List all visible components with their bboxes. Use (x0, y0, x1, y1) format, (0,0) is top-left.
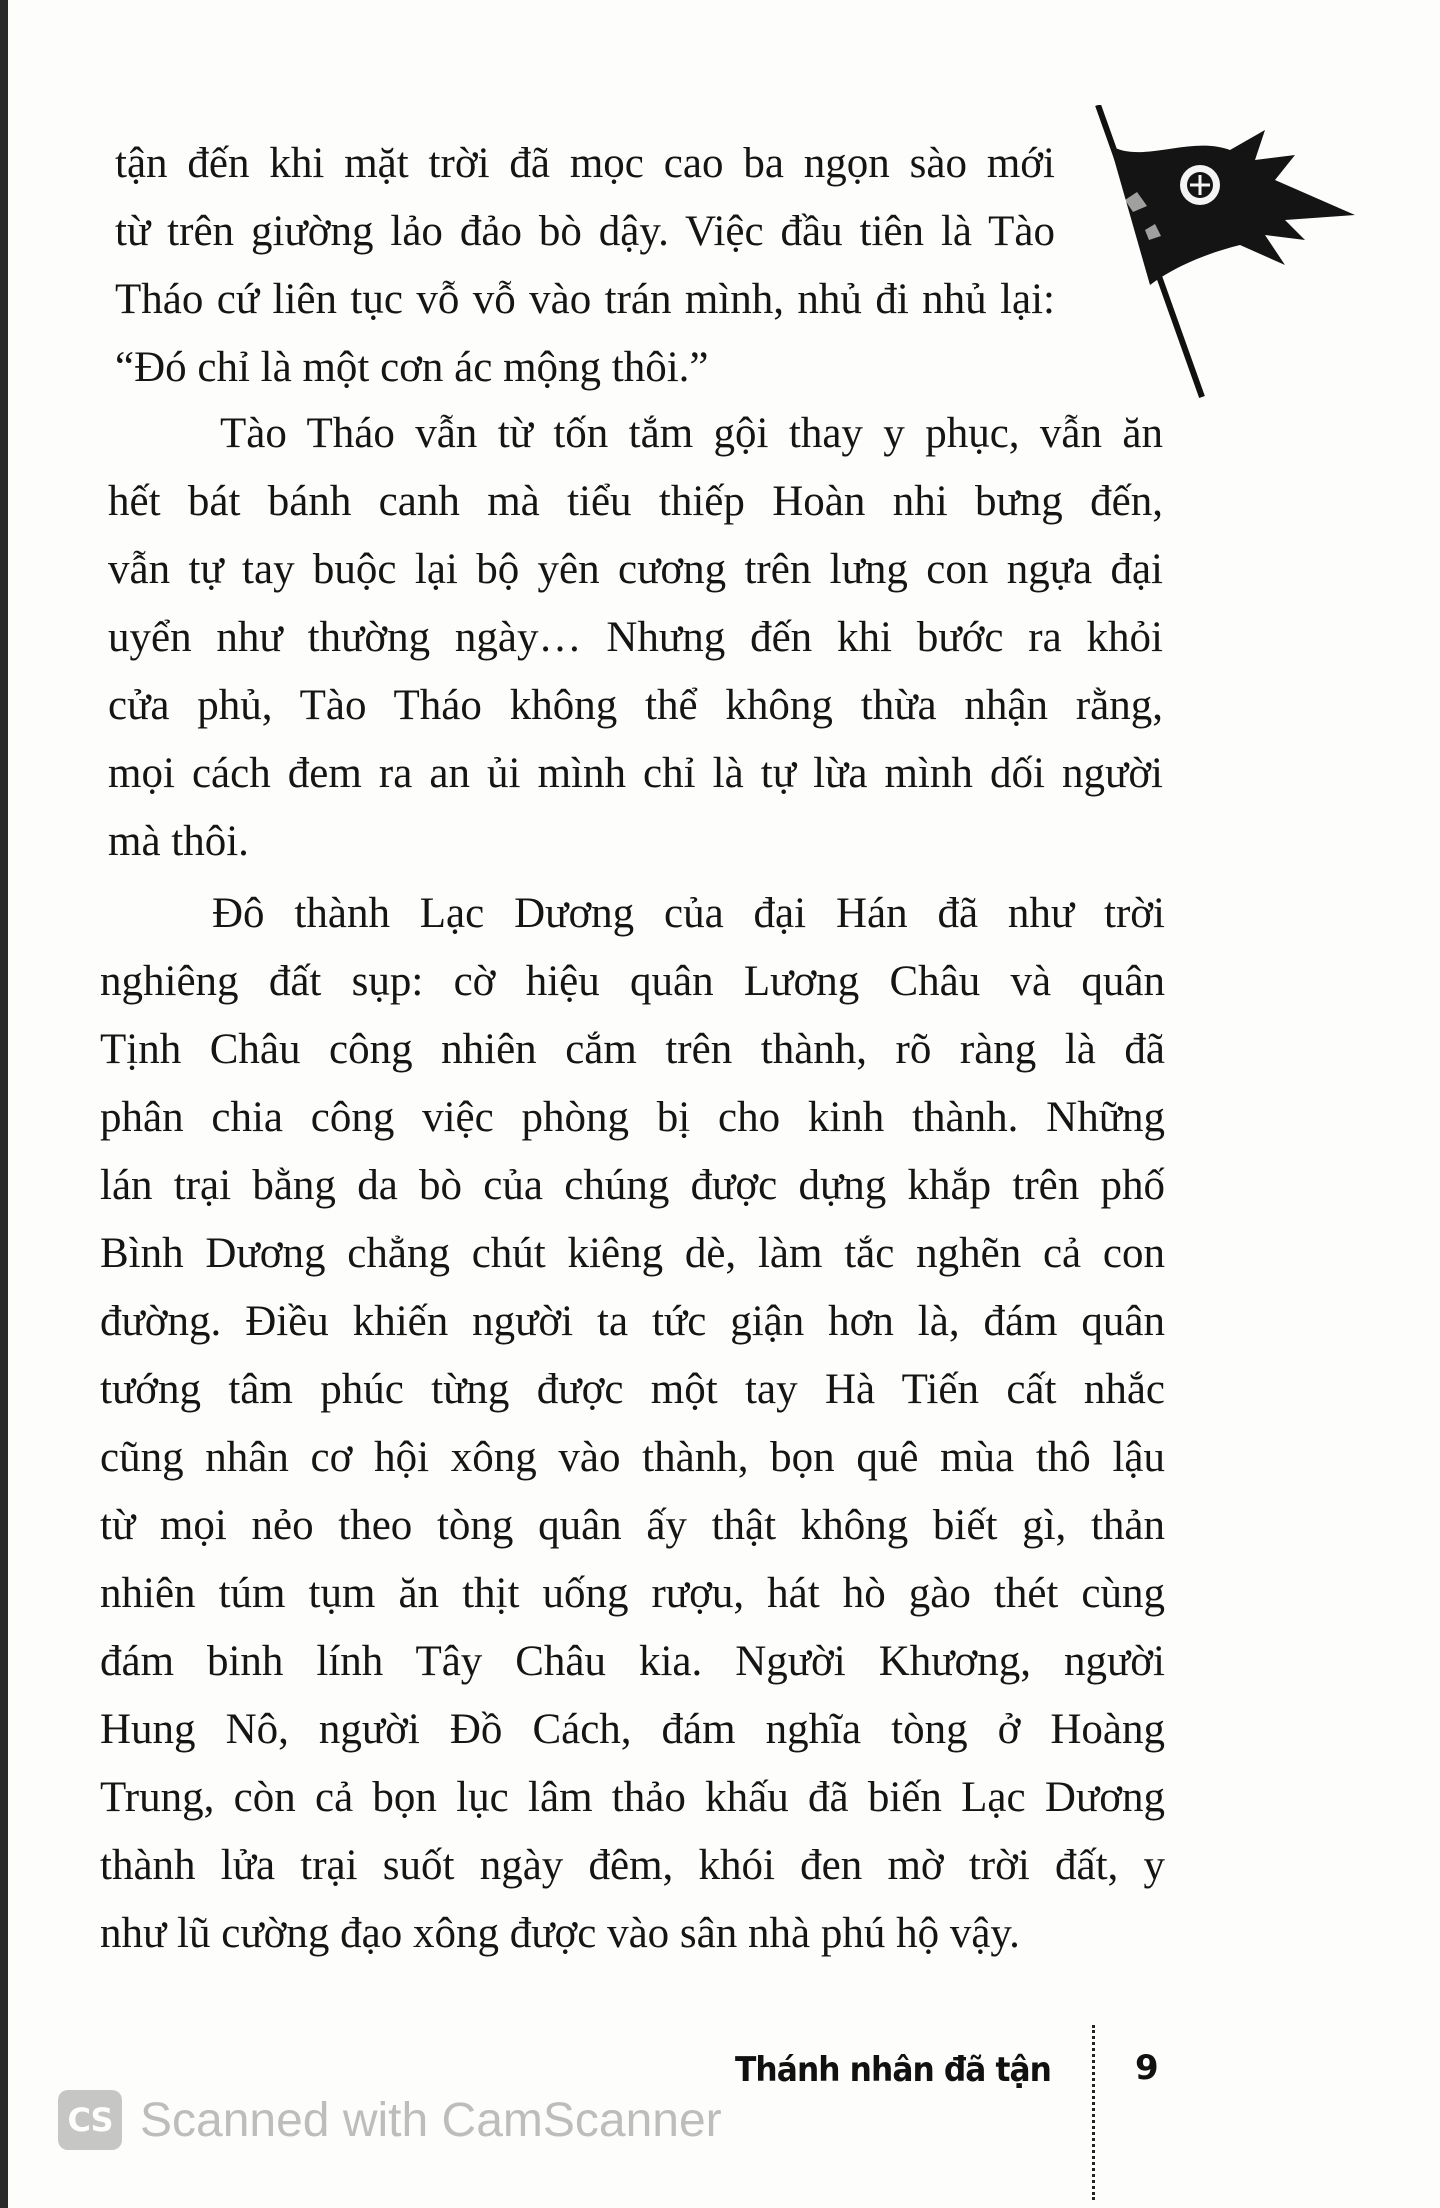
running-footer-book-title: Thánh nhân đã tận (735, 2050, 1052, 2090)
text-line: Tịnh Châu công nhiên cắm trên thành, rõ ràng là đã (100, 1026, 1165, 1073)
text-line: đám binh lính Tây Châu kia. Người Khương, người (100, 1638, 1165, 1685)
text-line: tướng tâm phúc từng được một tay Hà Tiến cất nhắc (100, 1366, 1165, 1413)
text-line: nhiên túm tụm ăn thịt uống rượu, hát hò gào thét cùng (100, 1570, 1165, 1617)
paragraph-2 (108, 400, 1163, 876)
text-line: Đô thành Lạc Dương của đại Hán đã như trời (212, 890, 1165, 937)
text-line: thành lửa trại suốt ngày đêm, khói đen mờ trời đất, y (100, 1842, 1165, 1889)
text-line: Bình Dương chẳng chút kiêng dè, làm tắc nghẽn cả con (100, 1230, 1165, 1277)
text-line: cũng nhân cơ hội xông vào thành, bọn quê mùa thô lậu (100, 1434, 1165, 1481)
text-line: từ mọi nẻo theo tòng quân ấy thật không biết gì, thản (100, 1502, 1165, 1549)
footer-dotted-divider (1092, 2025, 1095, 2200)
text-line: lán trại bằng da bò của chúng được dựng khắp trên phố (100, 1162, 1165, 1209)
banner-flag-icon (1080, 105, 1380, 405)
text-line: Hung Nô, người Đồ Cách, đám nghĩa tòng ở Hoàng (100, 1706, 1165, 1753)
camscanner-watermark (58, 2085, 722, 2155)
text-line: đường. Điều khiến người ta tức giận hơn là, đám quân (100, 1298, 1165, 1345)
text-line: mọi cách đem ra an ủi mình chỉ là tự lừa mình dối người (108, 750, 1163, 797)
text-line: “Đó chỉ là một cơn ác mộng thôi.” (115, 344, 709, 391)
text-line: hết bát bánh canh mà tiểu thiếp Hoàn nhi bưng đến, (108, 478, 1163, 525)
text-line: nghiêng đất sụp: cờ hiệu quân Lương Châu và quân (100, 958, 1165, 1005)
text-line: uyển như thường ngày… Nhưng đến khi bước ra khỏi (108, 614, 1163, 661)
text-line: tận đến khi mặt trời đã mọc cao ba ngọn sào mới (115, 140, 1055, 187)
paragraph-1 (115, 130, 1055, 402)
page-edge-shadow (0, 0, 8, 2208)
text-line: vẫn tự tay buộc lại bộ yên cương trên lưng con ngựa đại (108, 546, 1163, 593)
paragraph-3 (100, 880, 1165, 1968)
watermark-text: Scanned with CamScanner (140, 2093, 722, 2147)
text-line: Trung, còn cả bọn lục lâm thảo khấu đã biến Lạc Dương (100, 1774, 1165, 1821)
text-line: Tháo cứ liên tục vỗ vỗ vào trán mình, nhủ đi nhủ lại: (115, 276, 1055, 323)
text-line: từ trên giường lảo đảo bò dậy. Việc đầu tiên là Tào (115, 208, 1055, 255)
camscanner-logo-icon: CS (58, 2090, 122, 2150)
text-line: như lũ cường đạo xông được vào sân nhà phú hộ vậy. (100, 1910, 1020, 1957)
page-number: 9 (1135, 2048, 1159, 2088)
text-line: Tào Tháo vẫn từ tốn tắm gội thay y phục, vẫn ăn (220, 410, 1163, 457)
text-line: cửa phủ, Tào Tháo không thể không thừa nhận rằng, (108, 682, 1163, 729)
text-line: phân chia công việc phòng bị cho kinh thành. Những (100, 1094, 1165, 1141)
text-line: mà thôi. (108, 818, 249, 865)
